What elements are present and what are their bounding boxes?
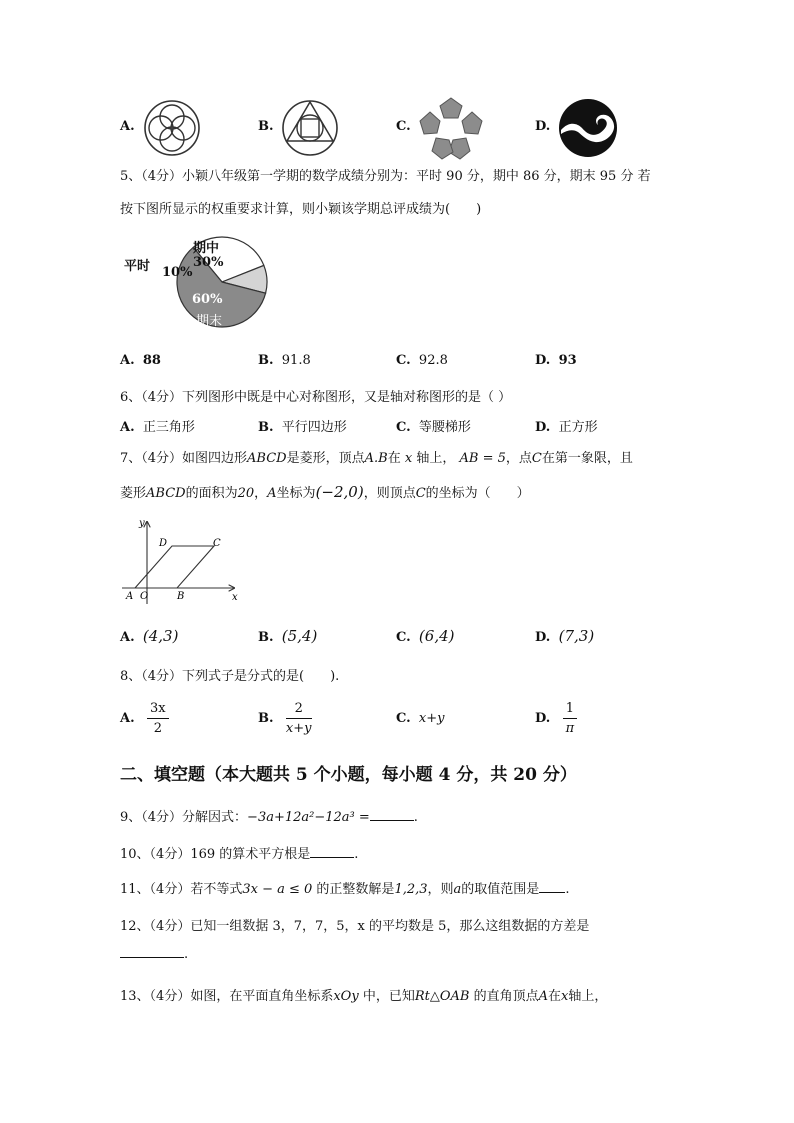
q12-text-line2: . [120,947,188,962]
q8-option-b: B. $\frac{2}{x+y}$ [258,701,312,736]
q7-option-b: B. (5,4) [258,627,318,645]
pie-percent-pingshi: 10% [162,265,193,280]
pie-label-qizhong: 期中 [193,241,220,256]
q8-option-d: D. $\frac{1}{\pi}$ [535,701,577,736]
label-x: x [232,592,238,603]
pie-label-qimo: 期末 [196,314,223,329]
label-o: O [140,591,149,602]
q6-option-d: D. 正方形 [535,420,598,435]
q5-text-line1: 5、（4分）小颖八年级第一学期的数学成绩分别为：平时 90 分，期中 86 分，期末 95 分 若 [120,169,651,184]
label-y: y [139,518,145,529]
q7-text-line2: 菱形ABCD的面积为20，A坐标为(−2,0)，则顶点C的坐标为（ ） [120,483,530,501]
q4-option-c-label: C. [396,119,411,134]
q9-answer-blank[interactable] [370,820,414,821]
q6-option-b: B. 平行四边形 [258,420,347,435]
yin-wave-circle-icon [557,97,619,159]
q6-option-a: A. 正三角形 [120,420,195,435]
q4-option-a-label: A. [120,119,135,134]
q5-option-a: A. 88 [120,353,161,368]
q5-option-b: B. 91.8 [258,353,311,368]
pie-label-pingshi: 平时 [124,259,151,274]
q5-option-c: C. 92.8 [396,353,448,368]
q5-option-d: D. 93 [535,353,577,368]
q10-answer-blank[interactable] [310,857,354,858]
q5-pie-chart [120,232,300,332]
pie-percent-qimo: 60% [192,292,223,307]
q11-answer-blank[interactable] [539,892,565,893]
q8-option-a: A. $\frac{3x}{2}$ [120,701,169,736]
q13-text: 13、（4分）如图，在平面直角坐标系xOy 中，已知Rt△OAB 的直角顶点A在x轴上， [120,989,608,1004]
q4-option-d-label: D. [535,119,551,134]
q12-answer-blank[interactable] [120,957,184,958]
q7-text-line1: 7、（4分）如图四边形ABCD是菱形，顶点A.B在 x 轴上， AB = 5，点C在第一象限，且 [120,451,633,466]
q12-text-line1: 12、（4分）已知一组数据 3，7，7，5，x 的平均数是 5，那么这组数据的方差是 [120,919,590,934]
q7-option-d: D. (7,3) [535,627,595,645]
q10-text: 10、（4分）169 的算术平方根是 . [120,847,359,862]
q6-text: 6、（4分）下列图形中既是中心对称图形，又是轴对称图形的是（ ） [120,390,512,405]
circle-triangle-square-icon [280,98,340,158]
section-heading-fill-in: 二、填空题（本大题共 5 个小题，每小题 4 分，共 20 分） [120,765,577,785]
q5-text-line2: 按下图所显示的权重要求计算，则小颖该学期总评成绩为( ) [120,202,482,217]
pie-percent-qizhong: 30% [193,255,224,270]
q9-text: 9、（4分）分解因式：−3a+12a²−12a³ = . [120,810,418,825]
q7-option-c: C. (6,4) [396,627,455,645]
five-pentagons-icon [418,96,484,160]
label-a: A [126,591,134,602]
four-circle-flower-icon [142,98,202,158]
q6-option-c: C. 等腰梯形 [396,420,471,435]
q7-rhombus-figure [118,516,243,608]
q11-text: 11、（4分）若不等式3x − a ≤ 0 的正整数解是1,2,3，则a的取值范围是 . [120,882,570,897]
q8-option-c: C. x+y [396,711,445,726]
label-b: B [177,591,185,602]
q8-text: 8、（4分）下列式子是分式的是( ). [120,669,340,684]
label-d: D [159,538,168,549]
q7-option-a: A. (4,3) [120,627,179,645]
q4-option-b-label: B. [258,119,274,134]
label-c: C [213,538,221,549]
